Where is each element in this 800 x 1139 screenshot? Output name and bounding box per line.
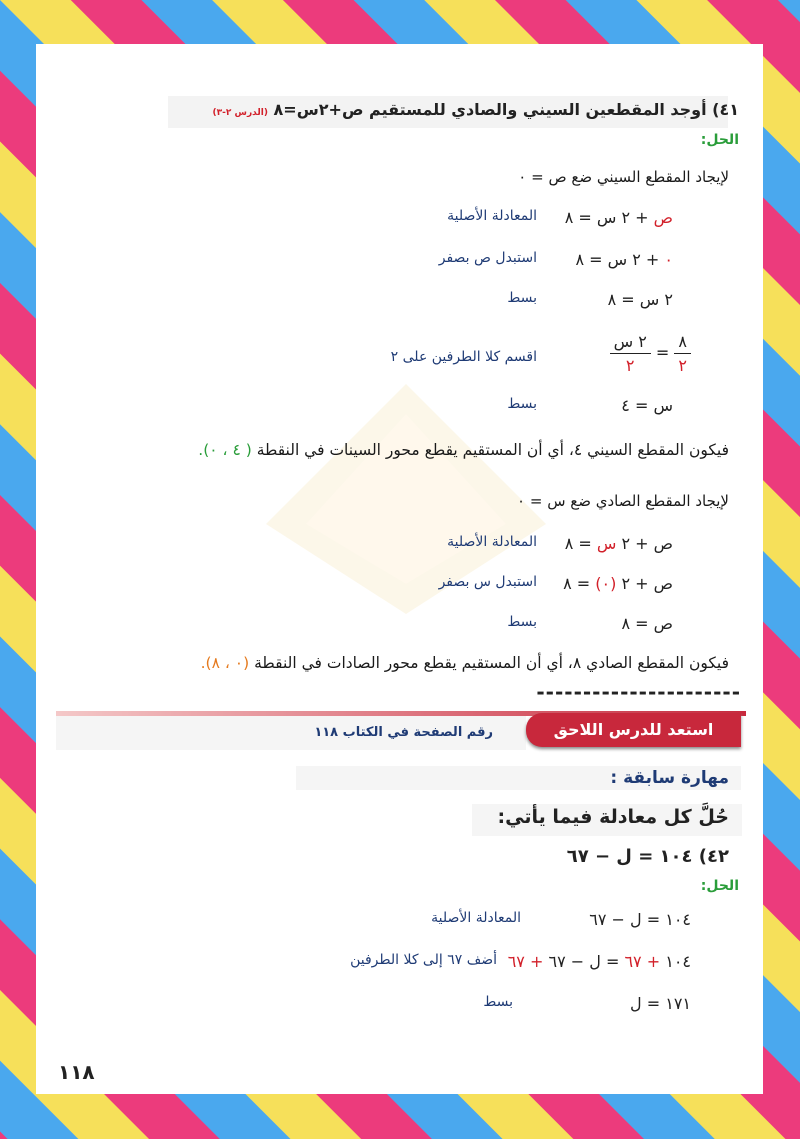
question-41-text: أوجد المقطعين السيني والصادي للمستقيم ص+٢س=٨ [273,100,707,119]
part1-fraction-eq: $\frac{\text{٢ س}}{٢}$ = $\frac{٨}{٢}$ [610,332,691,375]
instruction: حُلَّ كل معادلة فيما يأتي: [497,806,729,828]
q42-step-1: المعادلة الأصلية [431,910,521,926]
part1-step-3: بسط [507,290,537,306]
part2-eq-1: ص + ٢ س = ٨ [564,534,673,553]
q42-eq-2: ١٠٤ + ٦٧ = ل − ٦٧ + ٦٧ [507,952,691,971]
part1-step-4: اقسم كلا الطرفين على ٢ [390,349,537,365]
question-42: ٤٢) ١٠٤ = ل − ٦٧ [566,846,729,867]
q42-eq-1: ١٠٤ = ل − ٦٧ [589,910,691,929]
part2-step-1: المعادلة الأصلية [447,534,537,550]
page-sheet [36,44,763,1094]
banner-title: استعد للدرس اللاحق [526,713,741,747]
part2-eq-2: ص + ٢ (٠) = ٨ [563,574,673,593]
part2-intro: لإيجاد المقطع الصادي ضع س = ٠ [517,492,729,510]
q42-eq-3: ١٧١ = ل [630,994,691,1013]
solution-label-2: الحل: [700,878,739,894]
part1-step-2: استبدل ص بصفر [438,250,537,266]
part1-intro: لإيجاد المقطع السيني ضع ص = ٠ [518,168,729,186]
part1-step-5: بسط [507,396,537,412]
part1-conclusion: فيكون المقطع السيني ٤، أي أن المستقيم يقطع محور السينات في النقطة ( ٤ ، ٠). [198,441,729,459]
part2-conclusion: فيكون المقطع الصادي ٨، أي أن المستقيم يقطع محور الصادات في النقطة (٠ ، ٨). [200,654,729,672]
page-number: ١١٨ [58,1060,95,1084]
part2-step-3: بسط [507,614,537,630]
part1-eq-5: س = ٤ [621,396,673,415]
dashed-divider: ---------------------- [536,680,741,704]
part2-eq-3: ص = ٨ [621,614,673,633]
q42-step-2: أضف ٦٧ إلى كلا الطرفين [350,952,497,968]
part1-eq-2: ٠ + ٢ س = ٨ [575,250,673,269]
part1-eq-1: ص + ٢ س = ٨ [564,208,673,227]
question-41 [213,100,739,119]
solution-label-1: الحل: [700,132,739,148]
part2-step-2: استبدل س بصفر [438,574,537,590]
lesson-ref: (الدرس ٢-٣) [212,108,268,118]
q42-step-3: بسط [483,994,513,1010]
banner-page-ref: رقم الصفحة في الكتاب ١١٨ [314,725,493,740]
part1-eq-3: ٢ س = ٨ [607,290,673,309]
part1-step-1: المعادلة الأصلية [447,208,537,224]
skill-heading: مهارة سابقة : [610,768,729,788]
question-41-number: ٤١) [712,100,739,119]
